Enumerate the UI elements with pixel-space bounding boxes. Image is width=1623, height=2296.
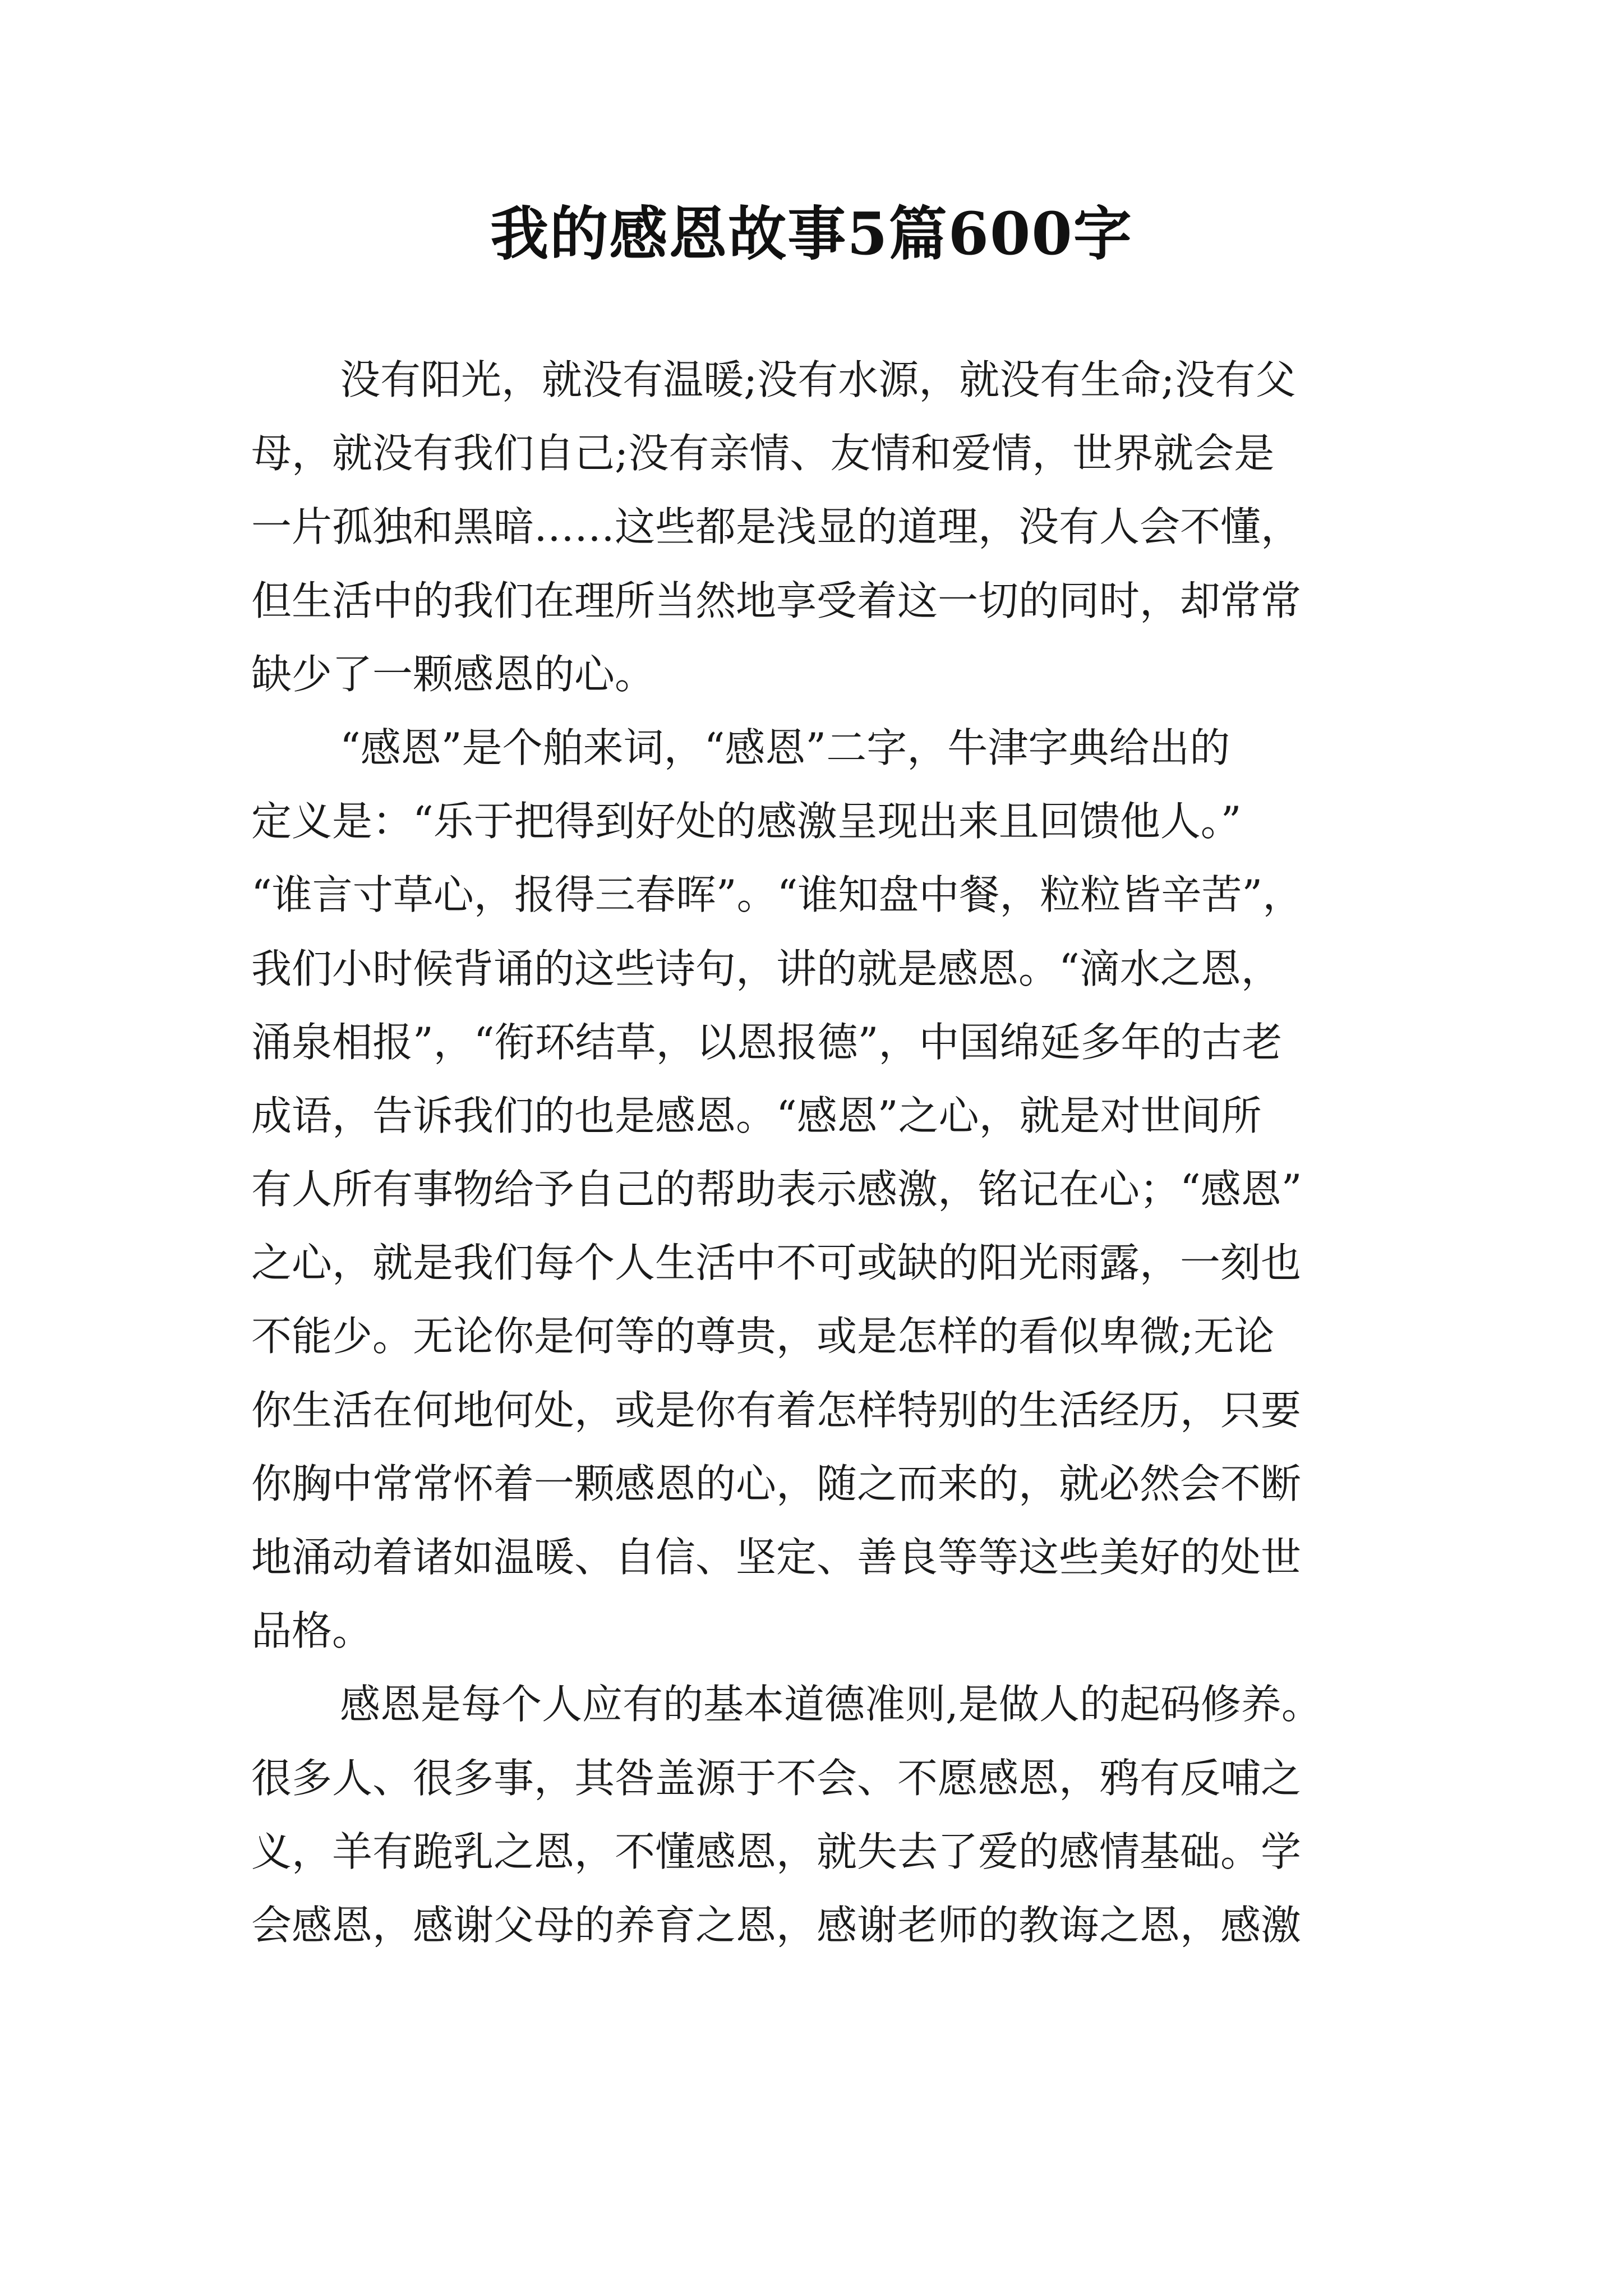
paragraph-line: 你胸中常常怀着一颗感恩的心，随之而来的，就必然会不断 xyxy=(251,1460,1302,1507)
paragraph-line: “感恩”是个舶来词，“感恩”二字，牛津字典给出的 xyxy=(340,724,1230,771)
paragraph-line: 但生活中的我们在理所当然地享受着这一切的同时，却常常 xyxy=(251,577,1302,624)
paragraph-line: 很多人、很多事，其咎盖源于不会、不愿感恩，鸦有反哺之 xyxy=(251,1754,1302,1802)
paragraph-line: 义，羊有跪乳之恩，不懂感恩，就失去了爱的感情基础。学 xyxy=(251,1828,1302,1875)
paragraph-line: 涌泉相报”，“衔环结草，以恩报德”，中国绵延多年的古老 xyxy=(251,1018,1283,1066)
paragraph-line: 会感恩，感谢父母的养育之恩，感谢老师的教诲之恩，感激 xyxy=(251,1901,1302,1949)
paragraph-line: 我们小时候背诵的这些诗句，讲的就是感恩。“滴水之恩， xyxy=(251,945,1281,992)
paragraph-line: 不能少。无论你是何等的尊贵，或是怎样的看似卑微;无论 xyxy=(251,1313,1275,1360)
paragraph-line: 一片孤独和黑暗……这些都是浅显的道理，没有人会不懂， xyxy=(251,503,1302,551)
paragraph-line: 感恩是每个人应有的基本道德准则,是做人的起码修养。 xyxy=(340,1681,1322,1728)
document-body xyxy=(251,343,1378,1962)
document-title: 我的感恩故事5篇600字 xyxy=(490,199,1133,268)
paragraph-line: “谁言寸草心，报得三春晖”。“谁知盘中餐，粒粒皆辛苦”， xyxy=(251,871,1303,919)
paragraph-line: 之心，就是我们每个人生活中不可或缺的阳光雨露，一刻也 xyxy=(251,1239,1302,1287)
paragraph-line: 定义是：“乐于把得到好处的感激呈现出来且回馈他人。” xyxy=(251,798,1242,845)
paragraph-line: 有人所有事物给予自己的帮助表示感激，铭记在心；“感恩” xyxy=(251,1166,1302,1213)
paragraph-line: 地涌动着诸如温暖、自信、坚定、善良等等这些美好的处世 xyxy=(251,1534,1302,1581)
paragraph-line: 没有阳光，就没有温暖;没有水源，就没有生命;没有父 xyxy=(340,356,1296,403)
paragraph-line: 缺少了一颗感恩的心。 xyxy=(251,650,656,698)
paragraph-line: 品格。 xyxy=(251,1607,373,1655)
paragraph-line: 成语，告诉我们的也是感恩。“感恩”之心，就是对世间所 xyxy=(251,1092,1262,1139)
paragraph-line: 你生活在何地何处，或是你有着怎样特别的生活经历，只要 xyxy=(251,1386,1302,1434)
paragraph-line: 母，就没有我们自己;没有亲情、友情和爱情，世界就会是 xyxy=(251,430,1275,477)
